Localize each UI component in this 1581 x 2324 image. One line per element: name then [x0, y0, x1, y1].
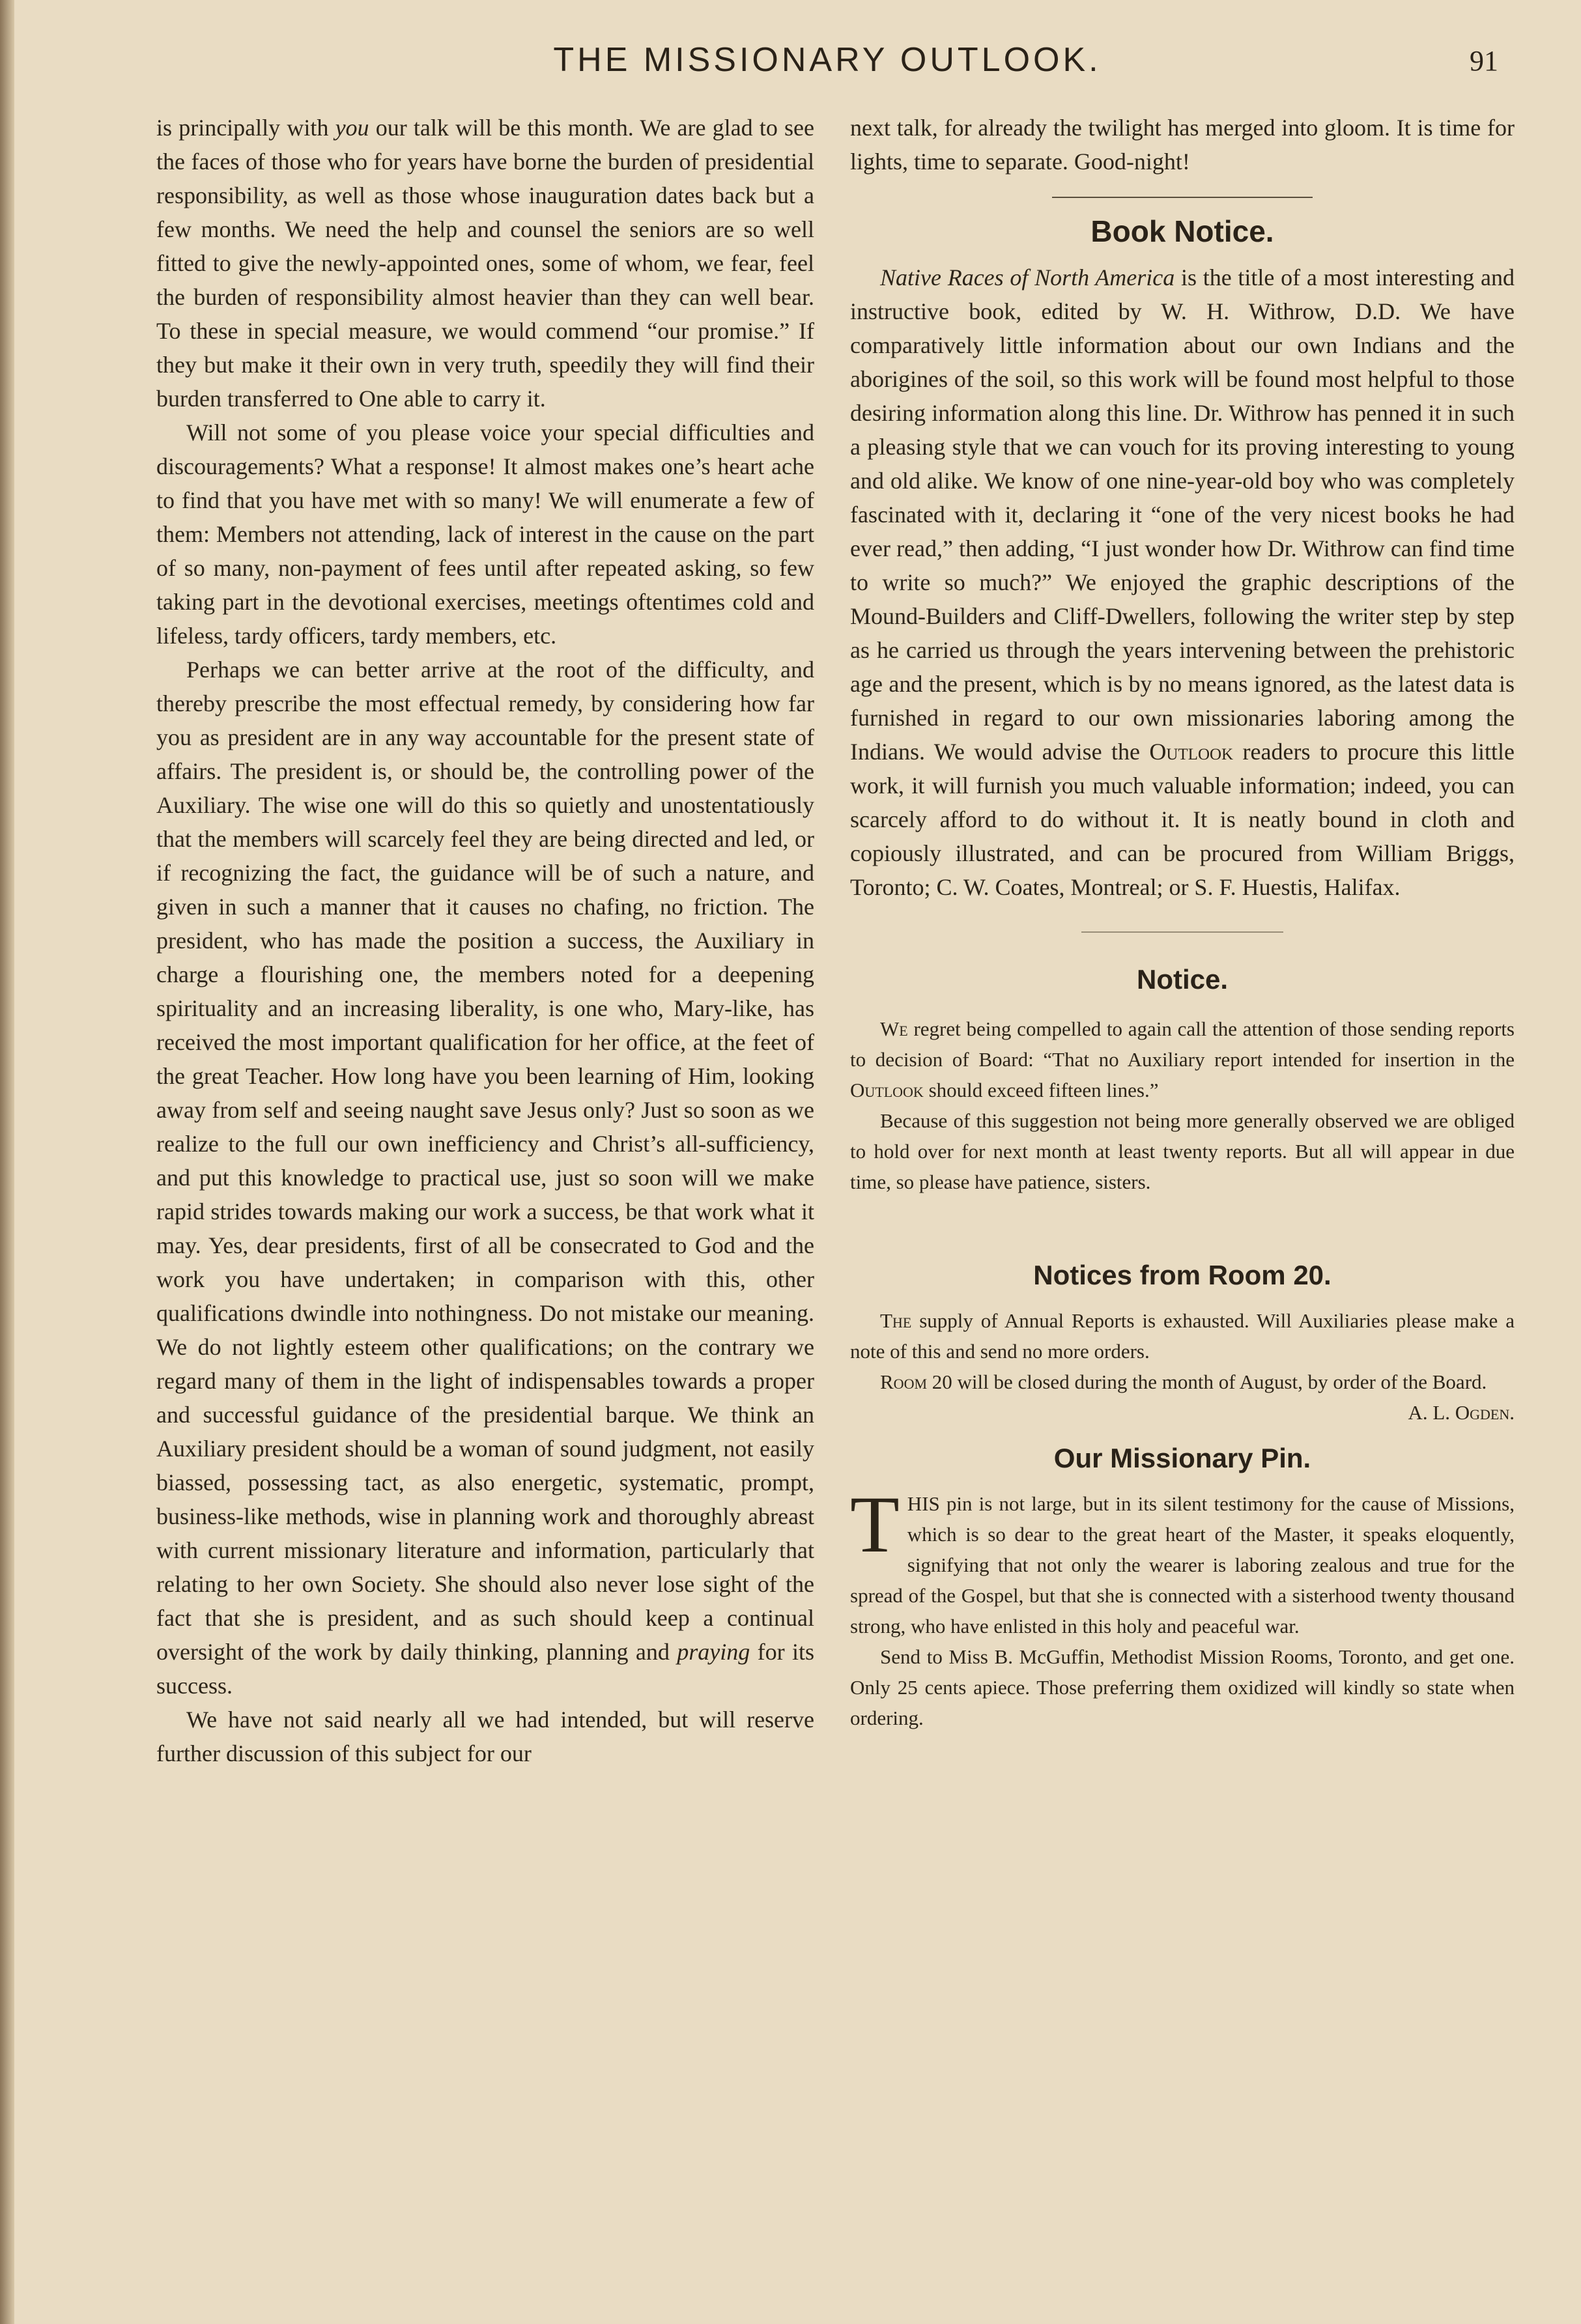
room20-paragraph: Room 20 will be closed during the month of August, by order of the Board. A. L. Ogden. [850, 1367, 1515, 1397]
section-divider [1081, 931, 1283, 933]
book-notice-heading: Book Notice. [1090, 214, 1274, 248]
page-number: 91 [1470, 45, 1498, 77]
continuation-paragraph: next talk, for already the twilight has merged into gloom. It is time for lights, time to separate. Good-night! [850, 115, 1515, 175]
room20-paragraph: The supply of Annual Reports is exhausted. Will Auxiliaries please make a note of this and send no more orders. [850, 1309, 1515, 1363]
pin-paragraph: Send to Miss B. McGuffin, Methodist Mission Rooms, Toronto, and get one. Only 25 cents apiece. Those preferring them oxidized will kindly so state when ordering. [850, 1645, 1515, 1729]
section-divider [1052, 197, 1313, 198]
right-column [850, 111, 1515, 1733]
notice-paragraph: Because of this suggestion not being more generally observed we are obliged to hold over for next month at least twenty reports. But all will appear in due time, so please have patience, sisters. [850, 1109, 1515, 1193]
paragraph: is principally with you our talk will be this month. We are glad to see the faces of those who for years have borne the burden of presidential responsibility, as well as those whose inauguration dates back but a few months. We need the help and counsel the seniors are so well fitted to give the newly-appointed ones, some of whom, we fear, feel the burden of responsibility almost heavier than they can well bear. To these in special measure, we would commend “our promise.” If they but make it their own in very truth, speedily they will find their burden transferred to One able to carry it. [156, 115, 814, 412]
paragraph: Perhaps we can better arrive at the root of the difficulty, and thereby prescribe the most effectual remedy, by considering how far you as president are in any way accountable for the present state of affairs. The president is, or should be, the controlling power of the Auxiliary. The wise one will do this so quietly and unostentatiously that the members will scarcely feel they are being directed and led, or if recognizing the fact, the guidance will be of such a nature, and given in such a manner that it causes no chafing, no friction. The president, who has made the position a success, the Auxiliary in charge a flourishing one, the members noted for a deepening spirituality and an increasing liberality, is one who, Mary-like, has received the most important qualification for her office, at the feet of the great Teacher. How long have you been learning of Him, looking away from self and seeing naught save Jesus only? Just so soon as we realize to the full our own inefficiency and Christ’s all-sufficiency, and put this knowledge to practical use, just so soon will we make rapid strides towards making our work a success, be that work what it may. Yes, dear presidents, first of all be consecrated to God and the work you have undertaken; in comparison with this, other qualifications dwindle into nothingness. Do not mistake our meaning. We do not lightly esteem other qualifications; on the contrary we regard many of them in the light of indispensables towards a proper and successful guidance of the presidential barque. We think an Auxiliary president should be a woman of sound judgment, not easily biassed, possessing tact, as also energetic, systematic, prompt, business-like methods, wise in planning work and thoroughly abreast with current missionary literature and information, particularly that relating to her own Society. She should also never lose sight of the fact that she is president, and as such should keep a continual oversight of the work by daily thinking, planning and praying for its success. [156, 657, 814, 1699]
signature: A. L. Ogden. [1408, 1401, 1515, 1424]
page-header [156, 40, 1498, 86]
running-title: THE MISSIONARY OUTLOOK. [553, 41, 1102, 79]
pin-paragraph: THIS pin is not large, but in its silent testimony for the cause of Missions, which is so dear to the great heart of the Master, it speaks eloquently, signifying that not only the wearer is laboring zealous and true for the spread of the Gospel, but that she is connected with a sisterhood twenty thousand strong, who have enlisted in this holy and peaceful war. [850, 1480, 1515, 1637]
notice-paragraph: We regret being compelled to again call the attention of those sending reports to decision of Board: “That no Auxiliary report intended for insertion in the Outlook should exceed fifteen lines.” [850, 1017, 1515, 1101]
notice-heading: Notice. [1136, 964, 1229, 995]
book-notice-paragraph: Native Races of North America is the title of a most interesting and instructive book, edited by W. H. Withrow, D.D. We have comparatively little information about our own Indians and the aborigines of the soil, so this work will be found most helpful to those desiring information along this line. Dr. Withrow has penned it in such a pleasing style that we can vouch for its proving interesting to young and old alike. We know of one nine-year-old boy who was completely fascinated with it, declaring it “one of the very nicest books he had ever read,” then adding, “I just wonder how Dr. Withrow can find time to write so much?” We enjoyed the graphic descriptions of the Mound-Builders and Cliff-Dwellers, following the writer step by step as he carried us through the years intervening between the prehistoric age and the present, which is by no means ignored, as the latest data is furnished in regard to our own missionaries laboring among the Indians. We would advise the Outlook readers to procure this little work, it will furnish you much valuable information; indeed, you can scarcely afford to do without it. It is neatly bound in cloth and copiously illustrated, and can be procured from William Briggs, Toronto; C. W. Coates, Montreal; or S. F. Huestis, Halifax. [850, 264, 1515, 900]
missionary-pin-heading: Our Missionary Pin. [1053, 1443, 1311, 1473]
left-column [156, 111, 814, 1770]
drop-cap: T [850, 1480, 900, 1569]
page-binding-edge [0, 0, 14, 2324]
paragraph: We have not said nearly all we had intended, but will reserve further discussion of this subject for our [156, 1707, 814, 1766]
room20-heading: Notices from Room 20. [1033, 1260, 1332, 1290]
paragraph: Will not some of you please voice your special difficulties and discouragements? What a response! It almost makes one’s heart ache to find that you have met with so many! We will enumerate a few of them: Members not attending, lack of interest in the cause on the part of so many, non-payment of fees until after repeated asking, so few taking part in the devotional exercises, meetings oftentimes cold and lifeless, tardy officers, tardy members, etc. [156, 419, 814, 649]
